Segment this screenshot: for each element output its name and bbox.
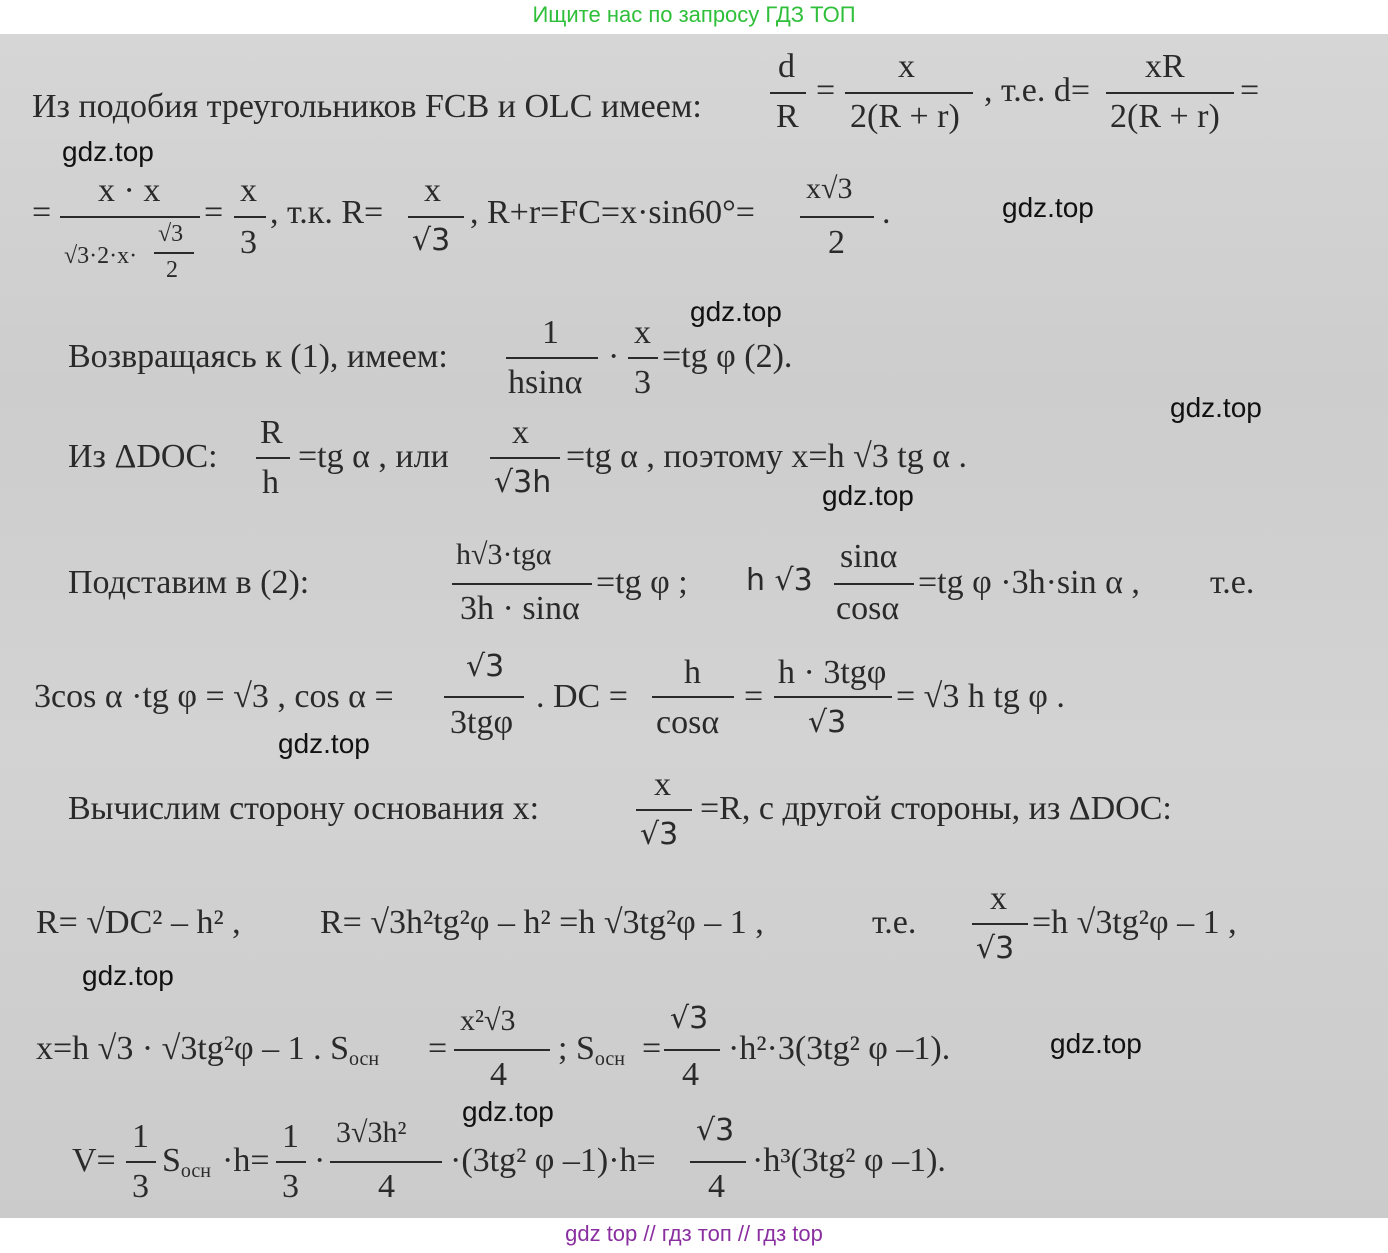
line7-rest: =R, с другой стороны, из ΔDOC: (700, 790, 1172, 827)
frac-bar (652, 696, 734, 698)
frac-bar (664, 1049, 720, 1051)
line5-mid: =tg φ ; (596, 564, 688, 601)
frac-bar (690, 1161, 746, 1163)
frac-den: cosα (836, 590, 900, 627)
frac-bar (408, 216, 464, 218)
frac-den: √3h (494, 465, 552, 500)
frac-num: 1 (542, 314, 559, 351)
frac-d-num: d (778, 48, 795, 85)
watermark: gdz.top (1170, 392, 1262, 423)
frac-den: 2 (828, 224, 845, 261)
frac-bar (330, 1161, 442, 1163)
watermark: gdz.top (462, 1096, 554, 1127)
frac-den: √3 (412, 223, 451, 258)
frac-d-den: R (776, 98, 799, 135)
frac-den: √3 (640, 817, 679, 852)
line10-s-text: S (162, 1142, 181, 1179)
equals: = (32, 194, 52, 231)
frac-num: h (684, 654, 701, 691)
frac-den: h (262, 464, 279, 501)
frac-den: 4 (682, 1056, 699, 1093)
frac-x-num: x (898, 48, 915, 85)
line10-rest: ·h³(3tg² φ –1). (752, 1142, 946, 1179)
watermark: gdz.top (82, 960, 174, 991)
frac-bar (834, 583, 914, 585)
line8-rest: =h √3tg²φ – 1 , (1032, 904, 1237, 941)
subscript: осн (180, 1160, 211, 1182)
scanned-page (0, 34, 1388, 1218)
frac-bar (276, 1161, 306, 1163)
inner-frac-den: 2 (166, 257, 178, 283)
equals: = (744, 678, 764, 715)
line9-rest: ·h²·3(3tg² φ –1). (728, 1030, 951, 1067)
line10-h: ·h= (222, 1142, 270, 1179)
line2-tk: , т.к. R= (270, 194, 384, 231)
frac-bar (154, 252, 194, 254)
frac-den: 3 (240, 224, 257, 261)
line5-rest: =tg φ ·3h·sin α , (918, 564, 1140, 601)
equals: = (816, 72, 836, 109)
frac-bar (800, 216, 874, 218)
frac-bar (126, 1161, 156, 1163)
frac-bar (774, 696, 892, 698)
dot: · (608, 338, 620, 375)
frac-num: h√3·tgα (456, 538, 552, 571)
frac-bar (845, 92, 973, 94)
equals: = (428, 1030, 448, 1067)
frac-bar (972, 923, 1028, 925)
watermark: gdz.top (822, 480, 914, 511)
line10-v: V= (72, 1142, 116, 1179)
frac-den: 4 (378, 1168, 395, 1205)
frac-bar (452, 583, 592, 585)
frac-num: √3 (466, 649, 505, 684)
line8-b: R= √3h²tg²φ – h² =h √3tg²φ – 1 , (320, 904, 764, 941)
equals: = (204, 194, 224, 231)
frac-den: √3 (976, 931, 1015, 966)
frac-den: √3 (808, 705, 847, 740)
top-banner: Ищите нас по запросу ГДЗ ТОП (532, 2, 856, 27)
frac-num: x (512, 414, 529, 451)
frac-bar (628, 357, 658, 359)
line5-intro: Подставим в (2): (68, 564, 310, 601)
watermark: gdz.top (62, 136, 154, 167)
frac-num: 3√3h² (336, 1116, 407, 1149)
frac-num: x (240, 172, 257, 209)
frac-xx-den: √3·2·x· (64, 243, 138, 269)
frac-num: sinα (840, 538, 898, 575)
line9-a-text: x=h √3 · √3tg²φ – 1 . S (36, 1030, 349, 1067)
watermark: gdz.top (278, 728, 370, 759)
frac-num: √3 (696, 1113, 735, 1148)
line6-mid: . DC = (536, 678, 628, 715)
frac-den: 4 (490, 1056, 507, 1093)
frac-num: x (990, 880, 1007, 917)
frac-den: cosα (656, 704, 720, 741)
line4-mid: =tg α , или (298, 438, 449, 475)
line1-mid: , т.е. d= (984, 72, 1091, 109)
frac-den: 3 (132, 1168, 149, 1205)
frac-num: x√3 (806, 172, 853, 205)
frac-bar (770, 92, 806, 94)
line10-mid: ·(3tg² φ –1)·h= (450, 1142, 656, 1179)
frac-den: 3h · sinα (460, 590, 580, 627)
line4-intro: Из ΔDOC: (68, 438, 218, 475)
subscript: осн (594, 1048, 625, 1070)
line4-rest: =tg α , поэтому x=h √3 tg α . (566, 438, 968, 475)
line6-start: 3cos α ·tg φ = √3 , cos α = (34, 678, 394, 715)
inner-frac-num: √3 (158, 221, 184, 247)
frac-num: R (260, 414, 283, 451)
frac-bar (444, 696, 524, 698)
frac-num: h · 3tgφ (778, 654, 887, 691)
frac-num: 1 (282, 1118, 299, 1155)
frac-num: 1 (132, 1118, 149, 1155)
frac-bar (454, 1049, 550, 1051)
frac-den: 3 (634, 364, 651, 401)
frac-num: √3 (670, 1001, 709, 1036)
frac-num: x (634, 314, 651, 351)
watermark: gdz.top (690, 296, 782, 327)
frac-bar (1106, 92, 1234, 94)
line3-intro: Возвращаясь к (1), имеем: (68, 338, 448, 375)
line9-b-text: ; S (558, 1030, 595, 1067)
equals: = (1240, 72, 1260, 109)
line3-rest: =tg φ (2). (662, 338, 793, 375)
dot: · (314, 1142, 326, 1179)
frac-bar (256, 457, 290, 459)
line9-b (558, 1030, 625, 1070)
frac-num: x (424, 172, 441, 209)
frac-x-den: 2(R + r) (850, 98, 960, 135)
frac-den: 3tgφ (450, 704, 514, 741)
line9-a (36, 1030, 380, 1070)
frac-bar (60, 216, 200, 218)
frac-den: hsinα (508, 364, 583, 401)
line7-intro: Вычислим сторону основания x: (68, 790, 540, 827)
bottom-banner: gdz top // гдз топ // гдз top (565, 1221, 823, 1246)
watermark: gdz.top (1050, 1028, 1142, 1059)
frac-bar (490, 457, 560, 459)
frac-xr-den: 2(R + r) (1110, 98, 1220, 135)
equals: = (642, 1030, 662, 1067)
subscript: осн (349, 1048, 380, 1070)
line6-rest: = √3 h tg φ . (896, 678, 1065, 715)
frac-den: 4 (708, 1168, 725, 1205)
line8-te: т.е. (872, 904, 917, 941)
watermark: gdz.top (1002, 192, 1094, 223)
frac-bar (234, 216, 266, 218)
frac-bar (636, 809, 692, 811)
frac-xx-num: x · x (98, 172, 161, 209)
frac-num: x²√3 (460, 1004, 516, 1037)
line10-s (162, 1142, 211, 1182)
line1-intro: Из подобия треугольников FCB и OLC имеем: (32, 88, 702, 125)
line5-h: h √3 (746, 563, 813, 598)
frac-xr-num: xR (1145, 48, 1185, 85)
frac-bar (506, 357, 598, 359)
line2-end: . (882, 194, 891, 231)
line2-rest: , R+r=FC=x·sin60°= (470, 194, 755, 231)
line5-te: т.е. (1210, 564, 1255, 601)
line8-a: R= √DC² – h² , (36, 904, 241, 941)
frac-num: x (654, 766, 671, 803)
frac-den: 3 (282, 1168, 299, 1205)
